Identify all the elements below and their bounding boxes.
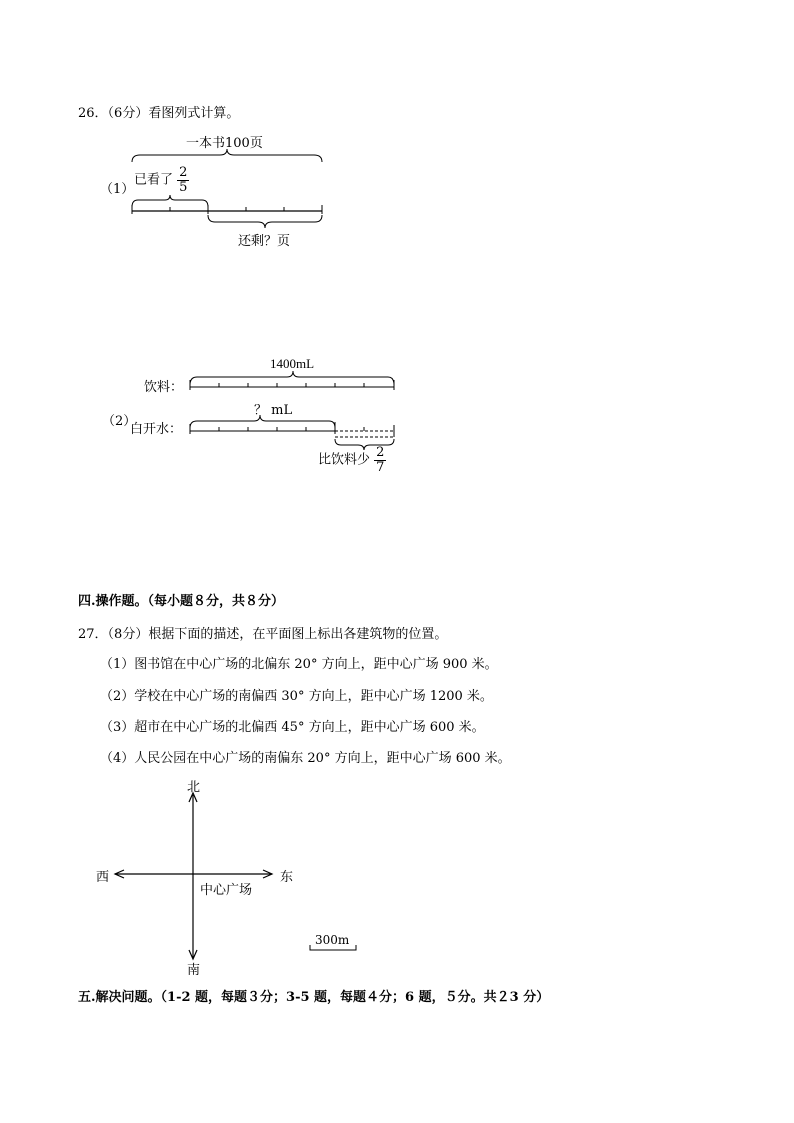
q26-part2-less-prefix: 比饮料少 xyxy=(318,452,371,468)
q27-title: 27．（8分）根据下面的描述，在平面图上标出各建筑物的位置。 xyxy=(78,627,448,642)
q26-part1-label: （1） xyxy=(100,182,135,197)
map-west-label: 西 xyxy=(96,870,110,885)
q27-item-2: （2）学校在中心广场的南偏西 30° 方向上，距中心广场 1200 米。 xyxy=(100,689,493,704)
q26-part2-amount-label: 1400mL xyxy=(270,356,315,371)
fraction-numerator: 2 xyxy=(376,445,385,460)
q26-part1-total-label: 一本书100页 xyxy=(186,136,263,151)
q26-part1-read-prefix: 已看了 xyxy=(134,172,174,188)
map-center-label: 中心广场 xyxy=(200,883,253,898)
section5-heading: 五.解决问题。（1-2 题，每题３分；3-5 题，每题４分；6 题，５分。共２3 分） xyxy=(78,990,550,1005)
q26-part2-water-label: 白开水： xyxy=(130,422,183,437)
fraction-denominator: 5 xyxy=(179,179,188,195)
q27-item-3: （3）超市在中心广场的北偏西 45° 方向上，距中心广场 600 米。 xyxy=(100,720,485,735)
map-south-label: 南 xyxy=(187,963,201,978)
fraction-numerator: 2 xyxy=(179,165,188,180)
q26-part1-remain-label: 还剩？页 xyxy=(238,234,291,249)
map-east-label: 东 xyxy=(280,870,294,885)
q26-part2-label: （2） xyxy=(102,414,137,429)
q27-item-1: （1）图书馆在中心广场的北偏东 20° 方向上，距中心广场 900 米。 xyxy=(100,657,498,672)
map-scale-label: 300m xyxy=(315,933,350,947)
fraction-denominator: 7 xyxy=(376,459,385,475)
q26-part2-water-amount: ？ mL xyxy=(254,403,293,418)
q27-item-4: （4）人民公园在中心广场的南偏东 20° 方向上，距中心广场 600 米。 xyxy=(100,751,511,766)
map-north-label: 北 xyxy=(187,780,201,795)
q26-part2-drink-label: 饮料： xyxy=(144,380,184,395)
section4-heading: 四.操作题。（每小题８分，共８分） xyxy=(78,594,285,609)
q26-title: 26．（6分）看图列式计算。 xyxy=(78,106,240,121)
